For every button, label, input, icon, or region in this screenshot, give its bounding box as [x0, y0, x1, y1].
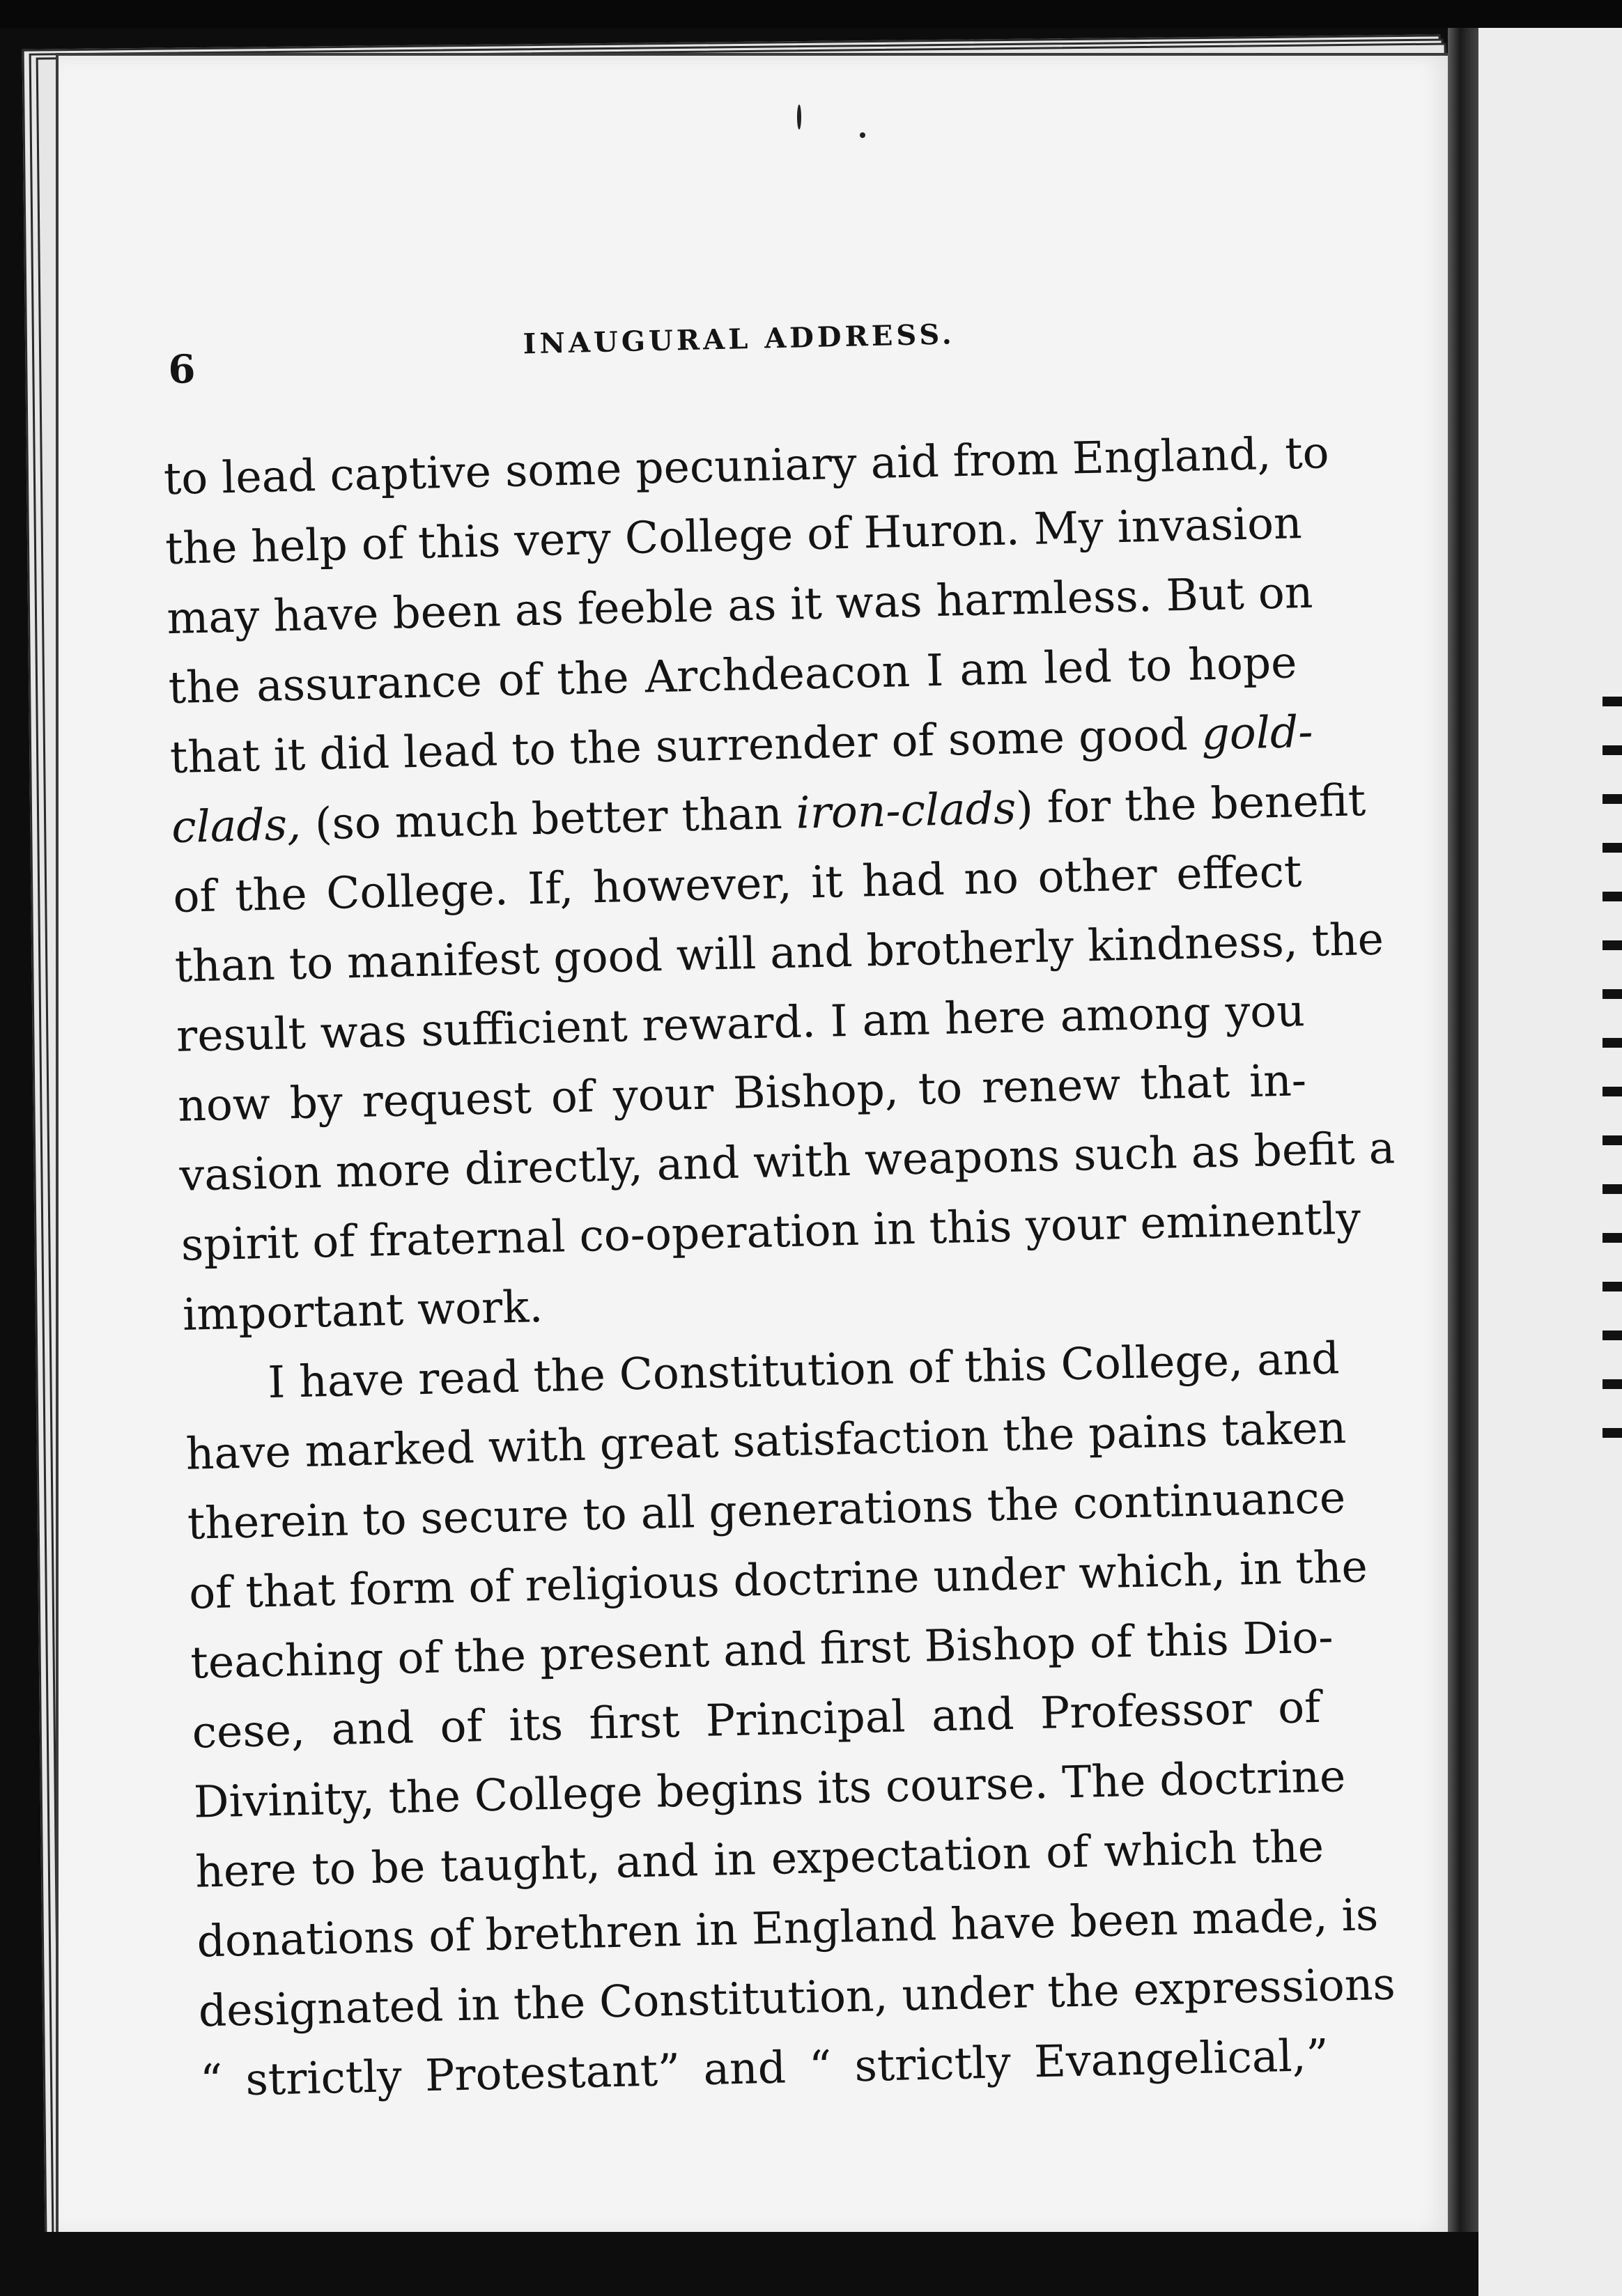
scan-border-bottom: [0, 2232, 1478, 2296]
page-number: 6: [167, 346, 196, 393]
italic-word: gold-: [1200, 706, 1314, 760]
text-line: here to be taught, and in expectation of which the: [194, 1820, 1324, 1898]
text-line: result was sufficient reward. I am here among you: [176, 985, 1306, 1062]
ink-speck: [860, 132, 865, 138]
text-line: may have been as feeble as it was harmless. But on: [166, 566, 1314, 644]
text-line: designated in the Constitution, under the expressions: [198, 1958, 1396, 2037]
ink-speck: [797, 104, 801, 130]
binding-gutter: [1448, 28, 1478, 2296]
text-line: “ strictly Protestant” and “ strictly Evangelical,”: [199, 2029, 1329, 2107]
text-segment: that it did lead to the surrender of some good: [169, 708, 1189, 784]
text-line: of that form of religious doctrine under which, in the: [188, 1541, 1368, 1619]
running-title: INAUGURAL ADDRESS.: [523, 318, 956, 361]
scan-border-top: [0, 0, 1622, 28]
text-line: now by request of your Bishop, to renew that in-: [177, 1055, 1307, 1131]
text-line: cese, and of its first Principal and Professor of: [191, 1681, 1322, 1758]
text-line: important work.: [182, 1281, 544, 1340]
facing-page-edge: [1478, 28, 1622, 2296]
text-line: spirit of fraternal co-operation in this your eminently: [180, 1193, 1361, 1271]
text-line: have marked with great satisfaction the pains taken: [185, 1402, 1347, 1480]
text-line: the assurance of the Archdeacon I am led to hope: [167, 637, 1298, 714]
text-line: the help of this very College of Huron. My invasion: [164, 497, 1303, 575]
italic-word: clads,: [171, 798, 302, 853]
text-line: teaching of the present and first Bishop of this Dio-: [190, 1611, 1334, 1689]
text-line: to lead captive some pecuniary aid from England, to: [163, 427, 1330, 505]
text-segment: (so much better than: [300, 787, 797, 850]
text-line: therein to secure to all generations the continuance: [187, 1472, 1346, 1549]
text-line: I have read the Constitution of this College, and: [267, 1333, 1341, 1409]
page-content: [105, 300, 1396, 2117]
text-line: vasion more directly, and with weapons such as befit a: [178, 1122, 1396, 1201]
text-line: of the College. If, however, it had no other effect: [172, 846, 1302, 922]
text-line: donations of brethren in England have been made, is: [196, 1889, 1379, 1967]
facing-page-text-bleed: [1602, 697, 1622, 1463]
text-segment: ) for the benefit: [1015, 775, 1366, 834]
text-line: Divinity, the College begins its course. The doctrine: [193, 1751, 1347, 1828]
italic-word: iron-clads: [795, 782, 1017, 839]
body-text: [163, 419, 1396, 2116]
text-line: than to manifest good will and brotherly kindness, the: [174, 913, 1384, 992]
